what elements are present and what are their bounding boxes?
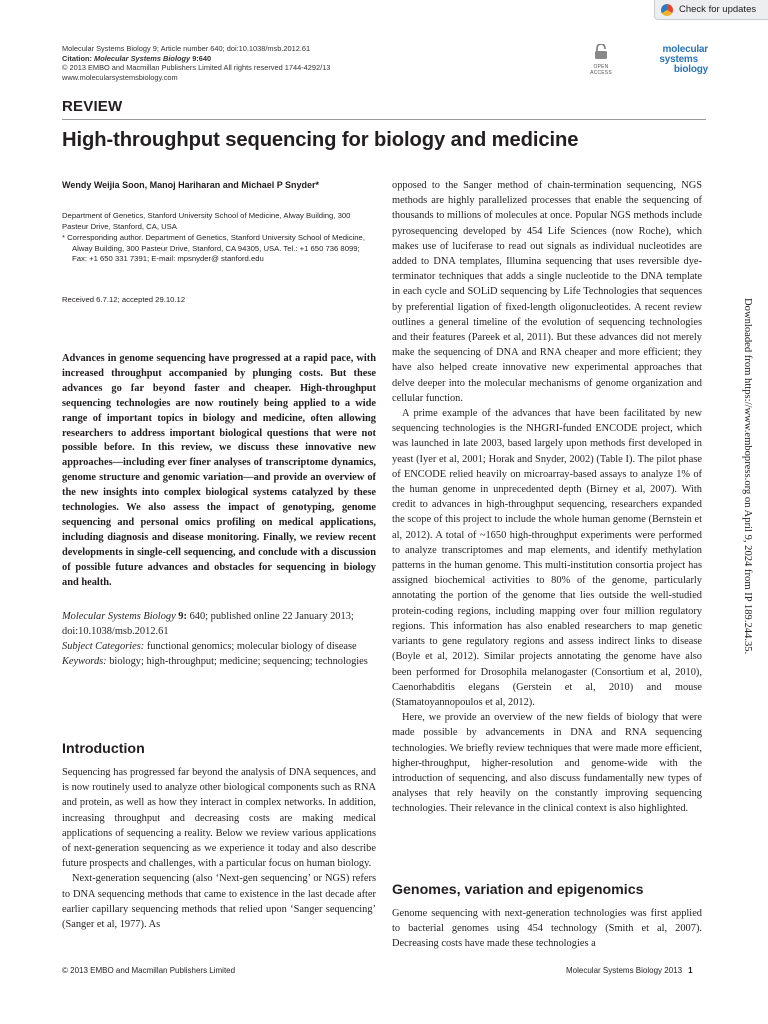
genomes-heading: Genomes, variation and epigenomics	[392, 882, 644, 898]
paragraph: Sequencing has progressed far beyond the analysis of DNA sequences, and is now routinely used to analyze other biological components such as RNA and protein, as well as how they interact in complex networks. In addition, increasing throughput and decreasing costs are making medical applications of sequencing a reality. Below we review various applications of next-generation sequencing as we experience it today and also describe future prospects and challenges, with a particular focus on human biology.	[62, 767, 376, 870]
paragraph: Here, we provide an overview of the new fields of biology that were made possible by advancements in DNA and RNA sequencing technologies. We briefly review techniques that were made more efficient, higher-throughput, higher-resolution and genome-wide with the introduction of sequencing, and also discuss fundamentally new types of analyses that rely heavily on the constantly improving sequencing technologies. Their relevance in the clinical context is also highlighted.	[392, 712, 702, 815]
article-metadata	[62, 44, 442, 82]
paragraph: opposed to the Sanger method of chain-termination sequencing, NGS methods are highly parallelized processes that enable the sequencing of thousands to millions of molecules at once. Popular NGS methods include pyrosequencing developed by 454 Life Sciences (now Roche), which makes use of luciferase to read out signals as individual nucleotides are added to DNA templates, Illumina sequencing that uses reversible dye-terminator techniques that adds a single nucleotide to the DNA template in each cycle and SOLiD sequencing by Life Technologies that sequences by preferential ligation of fixed-length oligonucleotides. A recent review outlines a general timeline of the evolution of sequencing technologies and their features (Pareek et al, 2011). But these advances did not merely make the sequencing of DNA and RNA cheaper and more efficient; they have also helped create innovative new experimental approaches that delve deeper into the molecular mechanisms of genome organization and cellular function.	[392, 180, 702, 404]
journal-url[interactable]: www.molecularsystemsbiology.com	[62, 72, 178, 82]
article-info	[62, 609, 376, 669]
affiliation: Department of Genetics, Stanford University School of Medicine, Alway Building, 300 Pasteur Drive, Stanford, CA, USA	[62, 211, 351, 231]
publication-info: Molecular Systems Biology 9: 640; published online 22 January 2013; doi:10.1038/msb.2012.61	[62, 611, 354, 637]
genomes-body	[392, 906, 702, 952]
open-lock-icon	[594, 44, 608, 59]
crossmark-icon	[661, 4, 673, 16]
subject-categories: Subject Categories: functional genomics; molecular biology of disease	[62, 641, 357, 652]
download-watermark: Downloaded from https://www.embopress.org on April 9, 2024 from IP 189.244.35.	[742, 298, 753, 655]
article-title: High-throughput sequencing for biology and medicine	[62, 129, 579, 151]
paragraph: Next-generation sequencing (also ‘Next-gen sequencing’ or NGS) refers to DNA sequencing methods that came to existence in the last decade after earlier capillary sequencing methods that relied upon ‘Sanger sequencing’ (Sanger et al, 1977). As	[62, 873, 376, 931]
journal-logo: molecular systems biology	[659, 44, 708, 75]
check-for-updates-button[interactable]	[654, 0, 768, 20]
page-number: 1	[688, 966, 693, 975]
footer-journal: Molecular Systems Biology 2013 1	[566, 966, 693, 975]
correspondence: * Corresponding author. Department of Genetics, Stanford University School of Medicine, Alway Building, 300 Pasteur Drive, Stanford, CA 94305, USA. Tel.: +1 650 736 8099; Fax: +1 650 331 7391; E-mail: mpsnyder@ stanford.edu	[62, 233, 365, 264]
abstract: Advances in genome sequencing have progressed at a rapid pace, with increased throughput accompanied by plunging costs. But these advances go far beyond faster and cheaper. High-throughput sequencing technologies are now routinely being applied to a wide range of important topics in biology and medicine, often allowing researchers to address important biological questions that were not possible before. In this review, we discuss these innovative new approaches—including ever finer analyses of transcriptome dynamics, genome structure and genomic variation—and provide an overview of the new insights into complex biological systems catalyzed by these technologies. We also assess the impact of genotyping, genome sequencing and personal omics profiling on medical applications, including diagnosis and disease monitoring. Finally, we review recent developments in single-cell sequencing, and conclude with a discussion of possible future advances and obstacles for sequencing in biology and health.	[62, 353, 376, 588]
introduction-body	[62, 765, 376, 932]
affiliations	[62, 211, 376, 265]
paragraph: Genome sequencing with next-generation technologies was first applied to bacterial genomes using 454 technology (Smith et al, 2007). Decreasing costs have made these technologies a	[392, 908, 702, 950]
article-type: REVIEW	[62, 98, 123, 115]
header-divider	[62, 119, 706, 120]
right-column-body	[392, 178, 702, 817]
citation-line: Citation: Molecular Systems Biology 9:640	[62, 53, 212, 63]
keywords: Keywords: biology; high-throughput; medicine; sequencing; technologies	[62, 656, 368, 667]
copyright-line: © 2013 EMBO and Macmillan Publishers Limited All rights reserved 1744-4292/13	[62, 63, 331, 73]
introduction-heading: Introduction	[62, 741, 145, 757]
received-dates: Received 6.7.12; accepted 29.10.12	[62, 295, 186, 304]
article-number-line: Molecular Systems Biology 9; Article number 640; doi:10.1038/msb.2012.61	[62, 44, 311, 53]
author-list: Wendy Weijia Soon, Manoj Hariharan and Michael P Snyder*	[62, 180, 320, 190]
paragraph: A prime example of the advances that have been facilitated by new sequencing technologies is the NHGRI-funded ENCODE project, which was launched in late 2003, based largely upon methods first developed in yeast (Iyer et al, 2001; Horak and Snyder, 2002) (Table I). The pilot phase of ENCODE relied heavily on microarray-based assays to analyze 1% of the human genome in unprecedented depth (Birney et al, 2007). With credit to advances in high-throughput sequencing, researchers expanded the scope of this project to include the whole human genome (Bernstein et al, 2012). A total of ~1650 high-throughput experiments were performed to analyze transcriptomes and map elements, and identify methylation patterns in the human genome. This multi-institution consortia project has assigned biochemical activities to 80% of the genome, particularly annotating the portion of the genome that lies outside the well-studied protein-coding regions, including mapping over four million regulatory regions. This information has also enabled researchers to map genetic variants to gene regulatory regions and assess indirect links to disease (Boyle et al, 2012). Similar projects annotating the genome have also been performed for Drosophila melanogaster (Consortium et al, 2010), Caenorhabditis elegans (Gerstein et al, 2010) and mouse (Stamatoyannopoulos et al, 2012).	[392, 408, 702, 708]
open-access-badge: OPEN ACCESS	[588, 44, 614, 76]
footer-copyright: © 2013 EMBO and Macmillan Publishers Limited	[62, 966, 236, 975]
check-for-updates-label: Check for updates	[679, 4, 757, 15]
